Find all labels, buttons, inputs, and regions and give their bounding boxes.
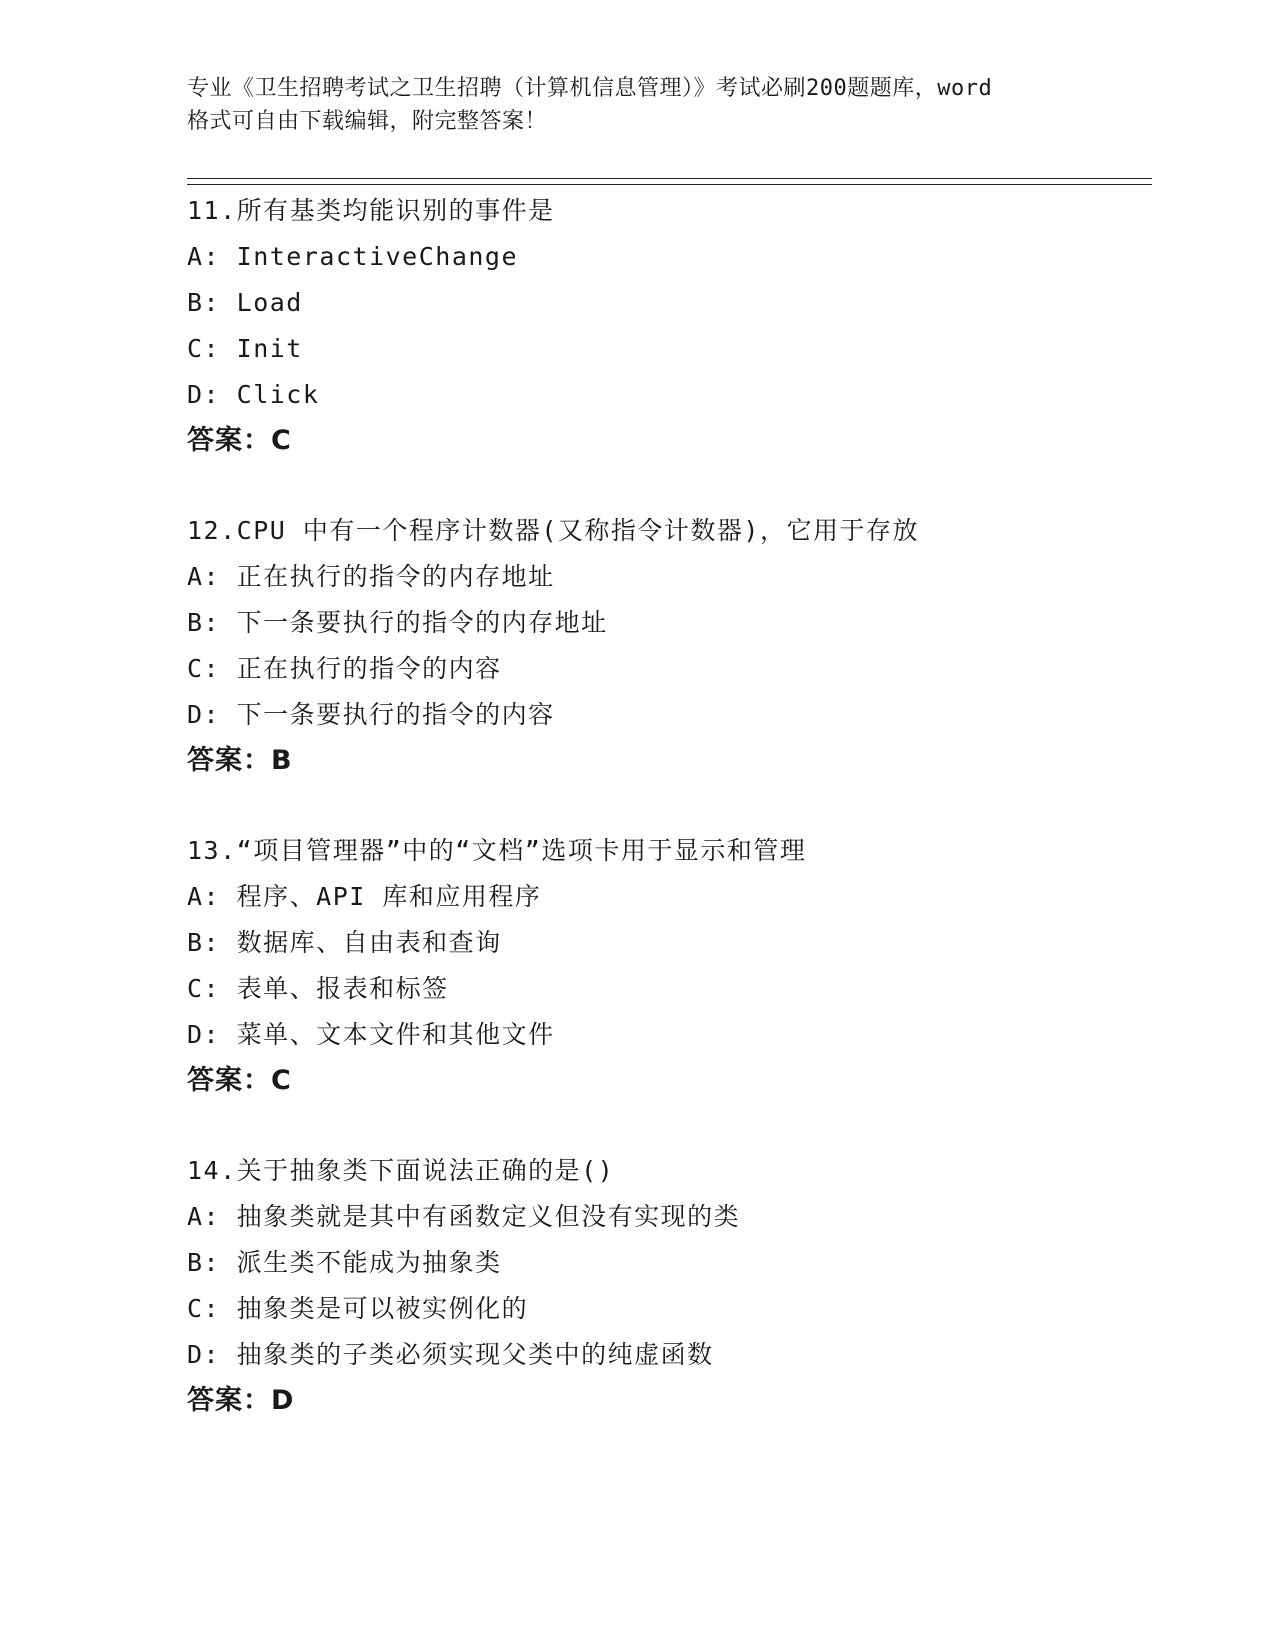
question-stem: 14.关于抽象类下面说法正确的是() (187, 1156, 615, 1185)
option-b: B: 派生类不能成为抽象类 (187, 1248, 502, 1277)
option-a: A: 抽象类就是其中有函数定义但没有实现的类 (187, 1202, 741, 1231)
option-d: D: 下一条要执行的指令的内容 (187, 700, 555, 729)
answer: 答案：D (187, 1385, 295, 1416)
header-line-1: 专业《卫生招聘考试之卫生招聘（计算机信息管理）》考试必刷200题题库，word (187, 76, 993, 101)
answer: 答案：B (187, 745, 293, 776)
option-c: C: 正在执行的指令的内容 (187, 654, 502, 683)
option-a: A: 正在执行的指令的内存地址 (187, 562, 555, 591)
answer: 答案：C (187, 1065, 292, 1096)
question-stem: 11.所有基类均能识别的事件是 (187, 196, 555, 225)
option-b: B: Load (187, 288, 303, 317)
option-b: B: 数据库、自由表和查询 (187, 928, 502, 957)
question-14 (187, 1148, 1147, 1424)
question-stem: 12.CPU 中有一个程序计数器(又称指令计数器)，它用于存放 (187, 516, 919, 545)
option-c: C: Init (187, 334, 303, 363)
option-d: D: Click (187, 380, 320, 409)
option-a: A: InteractiveChange (187, 242, 519, 271)
option-b: B: 下一条要执行的指令的内存地址 (187, 608, 608, 637)
option-c: C: 表单、报表和标签 (187, 974, 449, 1003)
option-d: D: 菜单、文本文件和其他文件 (187, 1020, 555, 1049)
question-stem: 13.“项目管理器”中的“文档”选项卡用于显示和管理 (187, 836, 807, 865)
answer: 答案：C (187, 425, 292, 456)
option-a: A: 程序、API 库和应用程序 (187, 882, 542, 911)
question-13 (187, 828, 1147, 1104)
document-header (187, 72, 1087, 138)
option-d: D: 抽象类的子类必须实现父类中的纯虚函数 (187, 1340, 714, 1369)
option-c: C: 抽象类是可以被实例化的 (187, 1294, 529, 1323)
header-divider-top (187, 178, 1152, 179)
question-12 (187, 508, 1147, 784)
question-11 (187, 188, 1147, 464)
header-divider-bottom (187, 184, 1152, 185)
header-line-2: 格式可自由下载编辑，附完整答案！ (187, 109, 548, 134)
